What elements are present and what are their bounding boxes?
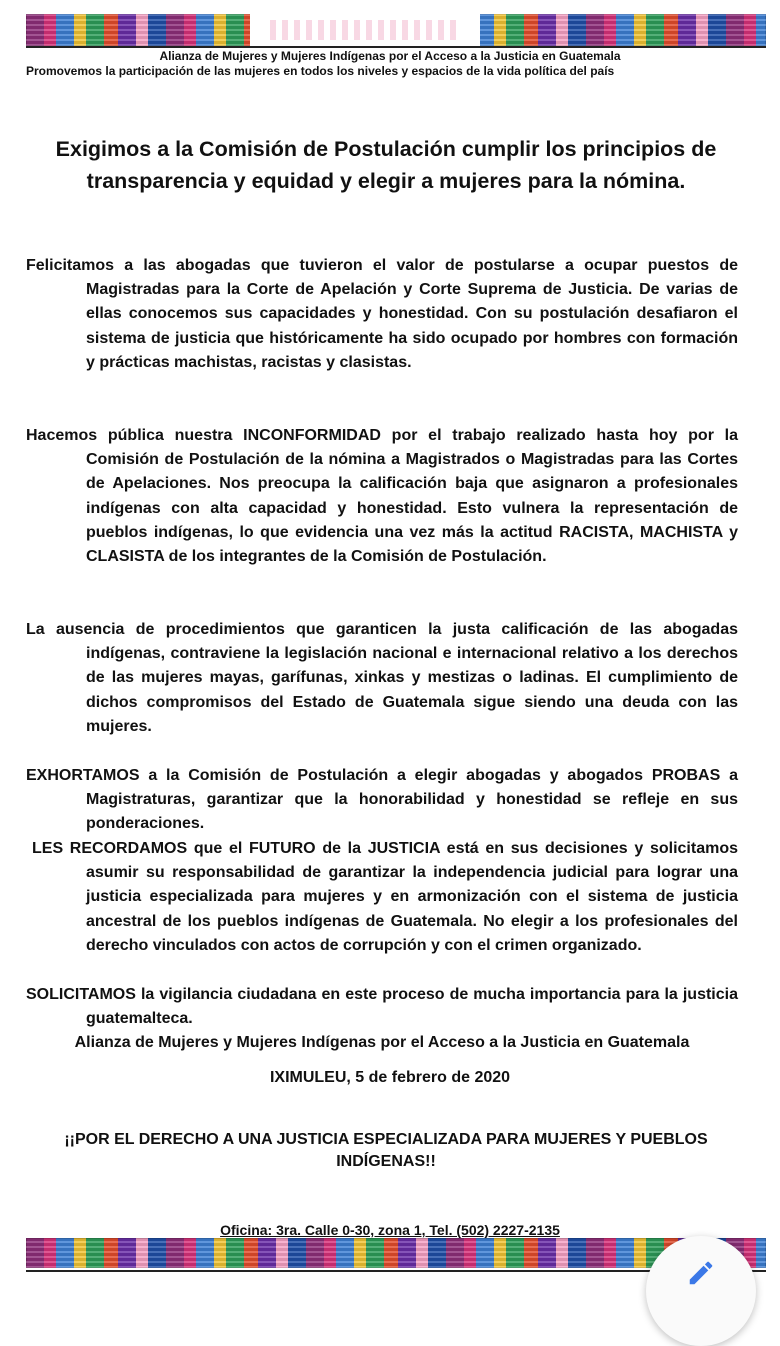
header-divider	[26, 46, 766, 48]
pencil-icon	[686, 1258, 716, 1288]
paragraph-ausencia: La ausencia de procedimientos que garanticen la justa calificación de las abogadas indígenas, contraviene la legislación nacional e internacional relativo a los derechos de las mujeres mayas, garífunas, xinkas y mestizas o ladinas. El cumplimiento de dichos compromisos del Estado de Guatemala sigue siendo una deuda con las mujeres.	[26, 621, 738, 735]
edit-button[interactable]	[646, 1236, 756, 1346]
paragraph-felicitamos: Felicitamos a las abogadas que tuvieron el valor de postularse a ocupar puestos de Magistradas para la Corte de Apelación y Corte Suprema de Justicia. De varias de ellas conocemos sus capacidades y honestidad. Con su postulación desafiaron el sistema de justicia que históricamente ha sido ocupado por hombres con formación y prácticas machistas, racistas y clasistas.	[26, 257, 738, 371]
paragraph-solicitamos: SOLICITAMOS la vigilancia ciudadana en este proceso de mucha importancia para la justicia guatemalteca.	[26, 986, 738, 1028]
paragraph-exhortamos: EXHORTAMOS a la Comisión de Postulación a elegir abogadas y abogados PROBAS a Magistraturas, garantizar que la honorabilidad y honestidad se refleje en sus ponderaciones.	[26, 767, 738, 833]
header-mission: Promovemos la participación de las mujeres en todos los niveles y espacios de la vida política del país	[26, 64, 615, 78]
signature: Alianza de Mujeres y Mujeres Indígenas por el Acceso a la Justicia en Guatemala	[74, 1034, 690, 1051]
header-logo	[250, 14, 480, 46]
date-line: IXIMULEU, 5 de febrero de 2020	[269, 1069, 511, 1086]
slogan: ¡¡POR EL DERECHO A UNA JUSTICIA ESPECIALIZADA PARA MUJERES Y PUEBLOS INDÍGENAS!!	[64, 1131, 708, 1170]
footer-office-address: Oficina: 3ra. Calle 0-30, zona 1, Tel. (502) 2227-2135	[220, 1222, 560, 1238]
document-title: Exigimos a la Comisión de Postulación cumplir los principios de transparencia y equidad y elegir a mujeres para la nómina.	[55, 137, 717, 193]
header-org-name: Alianza de Mujeres y Mujeres Indígenas por el Acceso a la Justicia en Guatemala	[159, 49, 621, 63]
paragraph-recordamos: LES RECORDAMOS que el FUTURO de la JUSTICIA está en sus decisiones y solicitamos asumir su responsabilidad de garantizar la independencia judicial para lograr una justicia especializada para mujeres y en armonización con el sistema de justicia ancestral de los pueblos indígenas de Guatemala. No elegir a los profesionales del derecho vinculados con actos de corrupción y con el crimen organizado.	[32, 840, 738, 954]
paragraph-inconformidad: Hacemos pública nuestra INCONFORMIDAD por el trabajo realizado hasta hoy por la Comisión de Postulación de la nómina a Magistrados o Magistradas para las Cortes de Apelaciones. Nos preocupa la calificación baja que asignaron a profesionales indígenas con alta capacidad y honestidad. Esto vulnera la representación de pueblos indígenas, lo que evidencia una vez más la actitud RACISTA, MACHISTA y CLASISTA de los integrantes de la Comisión de Postulación.	[26, 427, 738, 566]
